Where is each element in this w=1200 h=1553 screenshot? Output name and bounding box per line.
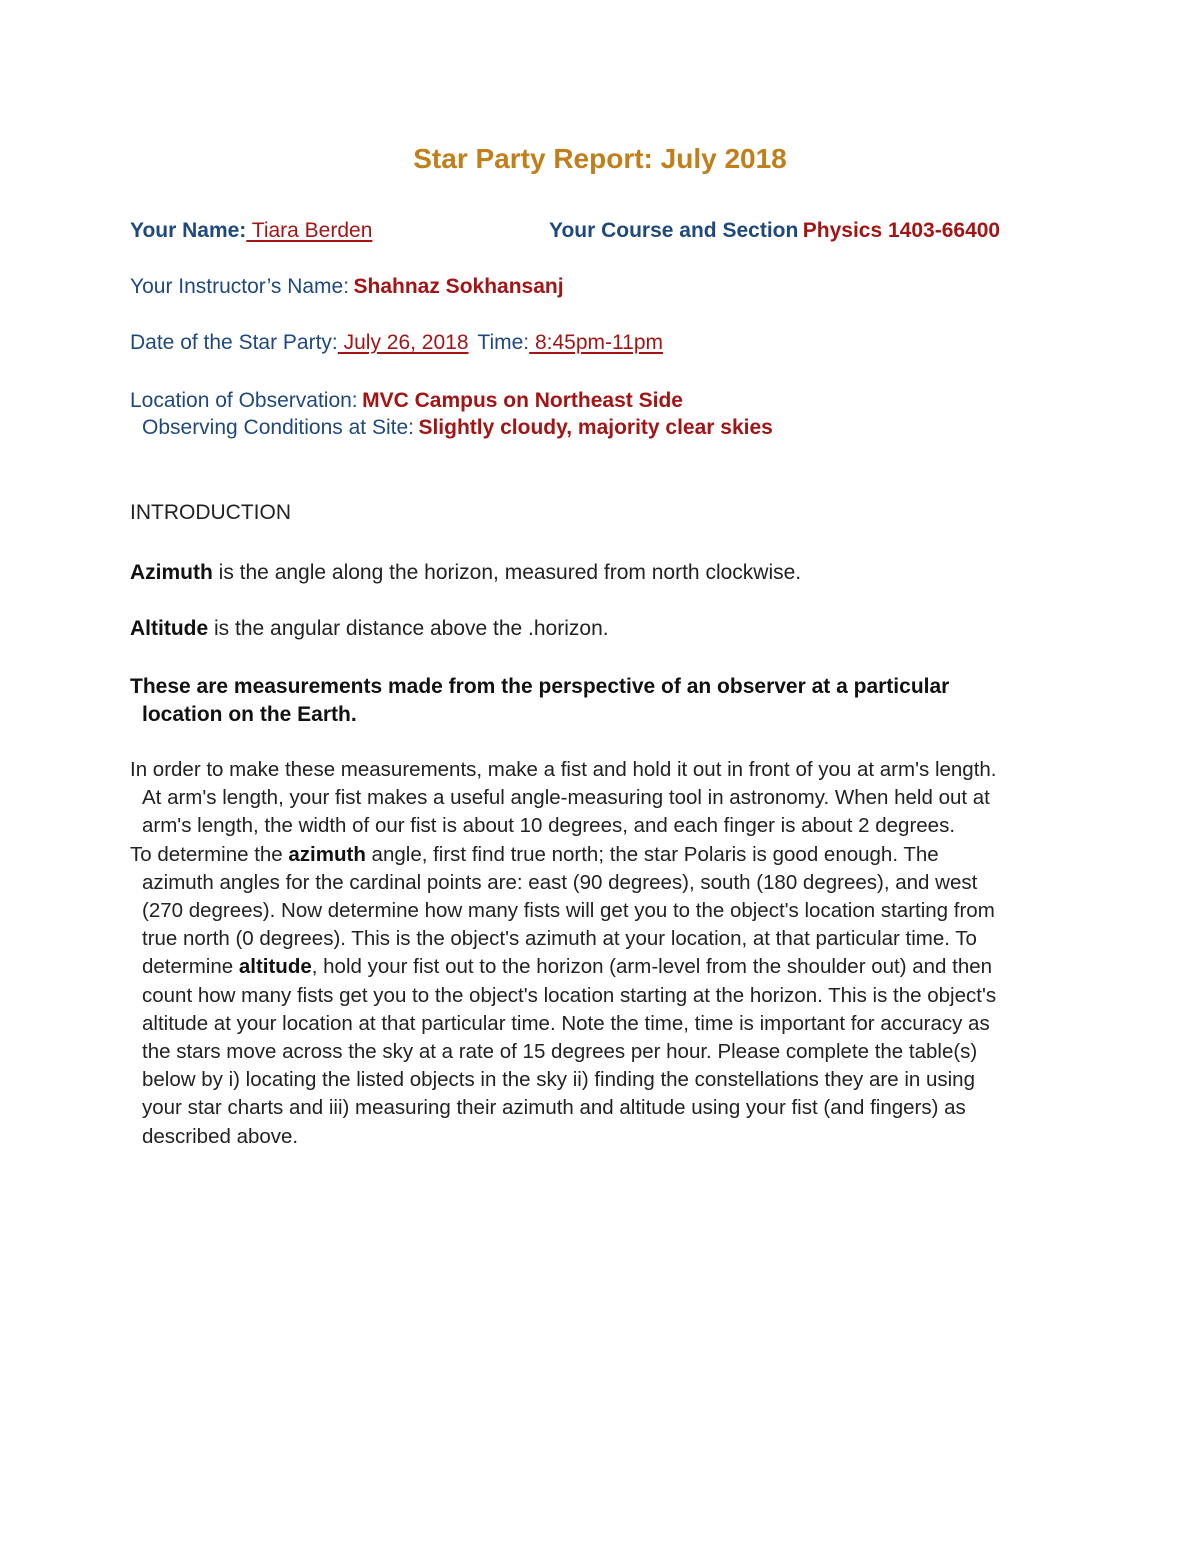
perspective-line-1: These are measurements made from the perspective of an observer at a particular <box>130 675 950 698</box>
body-line: the stars move across the sky at a rate of 15 degrees per hour. Please complete the table(s) <box>142 1040 978 1064</box>
instructor-label: Your Instructor’s Name: <box>130 275 350 298</box>
body-line: described above. <box>142 1124 299 1148</box>
date-row <box>130 331 663 355</box>
altitude-def-text: is the angular distance above the .horizon. <box>208 617 609 640</box>
location-value: MVC Campus on Northeast Side <box>362 389 683 412</box>
report-title: Star Party Report: July 2018 <box>413 143 787 174</box>
azimuth-term: Azimuth <box>130 561 213 584</box>
instructor-row <box>130 275 564 299</box>
azimuth-def-text: is the angle along the horizon, measured from north clockwise. <box>212 561 802 584</box>
course-row <box>549 219 1000 243</box>
perspective-line-2: location on the Earth. <box>142 703 357 726</box>
instructions-body <box>130 756 1140 1151</box>
introduction-heading: INTRODUCTION <box>130 501 291 524</box>
course-value: Physics 1403-66400 <box>802 219 1001 242</box>
body-line: altitude at your location at that particular time. Note the time, time is important for accuracy as <box>142 1011 990 1035</box>
conditions-row <box>142 416 773 440</box>
name-row <box>130 219 372 243</box>
location-label: Location of Observation: <box>130 389 358 412</box>
perspective-note <box>130 673 1090 729</box>
body-line: In order to make these measurements, make a fist and hold it out in front of you at arm's length. <box>130 758 997 781</box>
body-line: arm's length, the width of our fist is about 10 degrees, and each finger is about 2 degrees. <box>142 814 956 838</box>
date-value: July 26, 2018 <box>337 331 469 354</box>
body-text: angle, first find true north; the star Polaris is good enough. The <box>365 842 939 866</box>
instructor-value: Shahnaz Sokhansanj <box>353 275 564 298</box>
body-line: below by i) locating the listed objects in the sky ii) finding the constellations they are in using <box>142 1068 975 1092</box>
body-line-altitude <box>130 953 1140 981</box>
body-line-azimuth <box>130 841 1140 869</box>
location-row <box>130 389 683 413</box>
body-text: determine <box>142 955 239 979</box>
body-line: (270 degrees). Now determine how many fists will get you to the object's location starting from <box>142 899 995 923</box>
name-value: Tiara Berden <box>246 219 373 242</box>
date-label: Date of the Star Party: <box>130 331 338 354</box>
body-line: count how many fists get you to the object's location starting at the horizon. This is the object's <box>142 983 997 1007</box>
altitude-definition <box>130 617 609 641</box>
altitude-term: Altitude <box>130 617 209 640</box>
body-line: At arm's length, your fist makes a useful angle-measuring tool in astronomy. When held out at <box>142 786 990 810</box>
body-line: azimuth angles for the cardinal points are: east (90 degrees), south (180 degrees), and west <box>142 870 978 894</box>
body-text: , hold your fist out to the horizon (arm-level from the shoulder out) and then <box>311 955 993 979</box>
azimuth-definition <box>130 561 801 585</box>
altitude-emphasis: altitude <box>238 955 312 979</box>
body-line: true north (0 degrees). This is the object's azimuth at your location, at that particular time. To <box>142 927 977 951</box>
body-line: your star charts and iii) measuring their azimuth and altitude using your fist (and fingers) as <box>142 1096 966 1120</box>
course-label: Your Course and Section <box>549 219 799 242</box>
azimuth-emphasis: azimuth <box>288 842 366 866</box>
name-label: Your Name: <box>130 219 247 242</box>
body-text: To determine the <box>130 842 289 866</box>
time-value: 8:45pm-11pm <box>529 331 664 354</box>
conditions-value: Slightly cloudy, majority clear skies <box>418 416 773 439</box>
time-label: Time: <box>477 331 530 354</box>
conditions-label: Observing Conditions at Site: <box>142 416 414 439</box>
